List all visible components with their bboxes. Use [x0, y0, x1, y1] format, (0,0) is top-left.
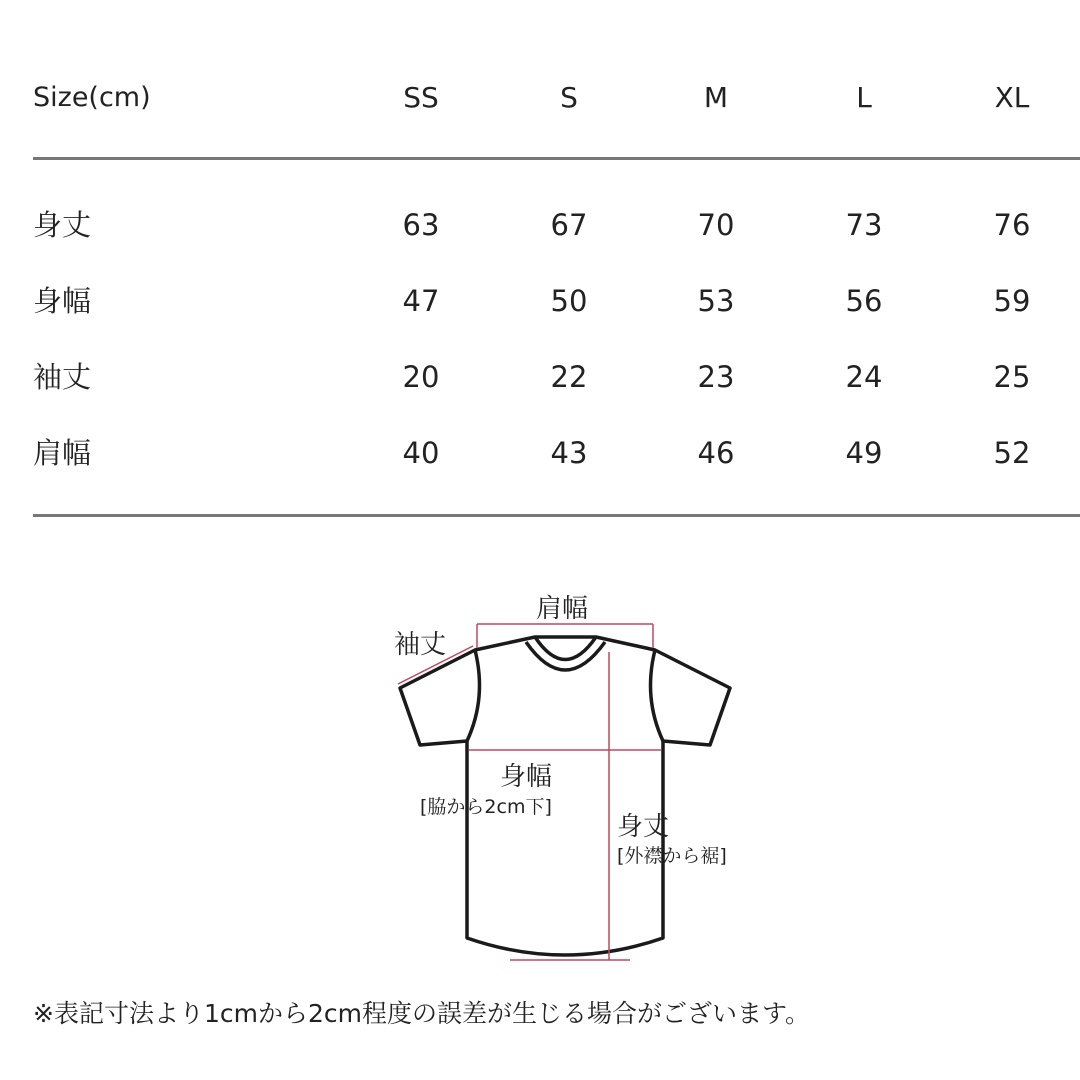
table-cell: 20 — [402, 360, 440, 394]
collar-outer — [535, 637, 596, 660]
size-header-label: Size(cm) — [33, 82, 151, 113]
table-header-row — [0, 68, 1080, 128]
table-cell: 63 — [402, 208, 440, 242]
table-row-shoulder — [0, 423, 1080, 483]
table-cell: 23 — [697, 360, 735, 394]
size-header-ss: SS — [403, 81, 439, 114]
size-header-m: M — [703, 81, 729, 114]
measurement-disclaimer: ※表記寸法より1cmから2cm程度の誤差が生じる場合がございます。 — [33, 999, 810, 1028]
table-cell: 73 — [845, 208, 883, 242]
row-label-width: 身幅 — [33, 284, 92, 318]
table-cell: 56 — [845, 284, 883, 318]
table-cell: 24 — [845, 360, 883, 394]
size-header-xl: XL — [994, 81, 1030, 114]
table-row-width — [0, 271, 1080, 331]
table-cell: 43 — [550, 436, 588, 470]
table-cell: 70 — [697, 208, 735, 242]
row-label-sleeve: 袖丈 — [33, 360, 92, 394]
table-cell: 59 — [993, 284, 1031, 318]
table-cell: 46 — [697, 436, 735, 470]
table-cell: 25 — [993, 360, 1031, 394]
body-width-note: [脇から2cm下] — [420, 796, 552, 818]
table-cell: 40 — [402, 436, 440, 470]
right-armhole-seam — [651, 650, 664, 741]
row-label-length: 身丈 — [33, 208, 92, 242]
size-header-l: L — [856, 81, 872, 114]
table-cell: 53 — [697, 284, 735, 318]
body-width-label: 身幅 — [500, 762, 553, 792]
table-row-length — [0, 195, 1080, 255]
table-row-sleeve — [0, 347, 1080, 407]
header-divider — [33, 157, 1080, 160]
collar-inner — [526, 642, 605, 670]
table-cell: 47 — [402, 284, 440, 318]
sleeve-length-label: 袖丈 — [394, 630, 447, 660]
table-cell: 49 — [845, 436, 883, 470]
body-length-note: [外襟から裾] — [617, 845, 727, 867]
table-cell: 67 — [550, 208, 588, 242]
table-cell: 52 — [993, 436, 1031, 470]
table-cell: 76 — [993, 208, 1031, 242]
table-bottom-divider — [33, 514, 1080, 517]
tshirt-measurement-diagram — [380, 580, 760, 980]
shoulder-width-label: 肩幅 — [536, 594, 589, 624]
row-label-shoulder: 肩幅 — [33, 436, 92, 470]
table-cell: 50 — [550, 284, 588, 318]
table-cell: 22 — [550, 360, 588, 394]
body-length-label: 身丈 — [617, 812, 670, 842]
size-header-s: S — [560, 81, 578, 114]
left-armhole-seam — [467, 650, 480, 741]
